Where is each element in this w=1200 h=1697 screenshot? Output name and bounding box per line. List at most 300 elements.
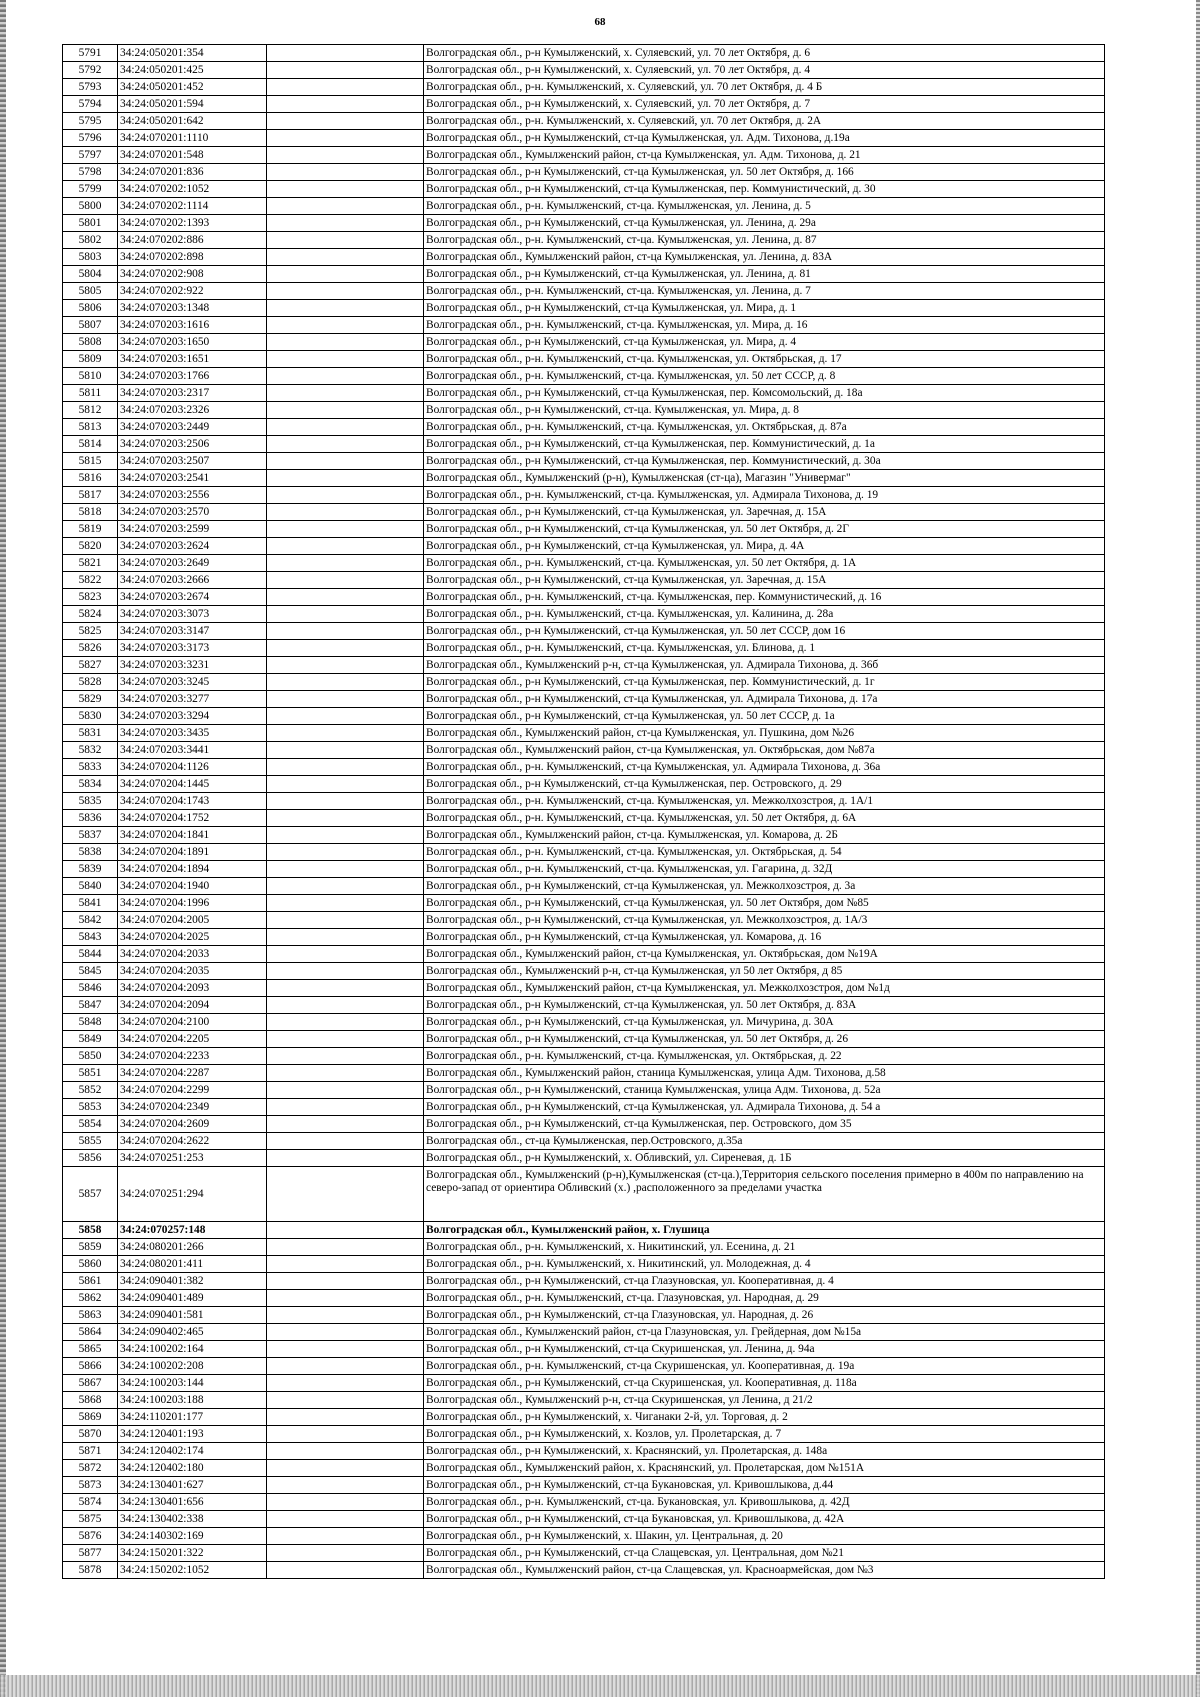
table-row [63,1409,1105,1426]
row-number-cell: 5830 [63,708,118,725]
cadastral-number-cell: 34:24:100203:188 [118,1392,267,1409]
empty-cell [267,589,424,606]
empty-cell [267,1307,424,1324]
table-row [63,657,1105,674]
cadastral-number-cell: 34:24:120401:193 [118,1426,267,1443]
address-cell: Волгоградская обл., р-н Кумылженский, ст-ца Слащевская, ул. Центральная, дом №21 [424,1545,1105,1562]
row-number-cell: 5859 [63,1239,118,1256]
cadastral-number-cell: 34:24:130402:338 [118,1511,267,1528]
address-cell: Волгоградская обл., Кумылженский район, ст-ца Глазуновская, ул. Грейдерная, дом №15а [424,1324,1105,1341]
row-number-cell: 5804 [63,266,118,283]
row-number-cell: 5860 [63,1256,118,1273]
address-cell: Волгоградская обл., р-н Кумылженский, станица Кумылженская, улица Адм. Тихонова, д. 52а [424,1082,1105,1099]
address-cell: Волгоградская обл., р-н Кумылженский, ст-ца Букановская, ул. Кривошлыкова, д.44 [424,1477,1105,1494]
row-number-cell: 5818 [63,504,118,521]
table-row [63,215,1105,232]
row-number-cell: 5864 [63,1324,118,1341]
address-cell: Волгоградская обл., р-н. Кумылженский, х. Суляевский, ул. 70 лет Октября, д. 2А [424,113,1105,130]
table-row [63,266,1105,283]
empty-cell [267,470,424,487]
empty-cell [267,215,424,232]
empty-cell [267,742,424,759]
empty-cell [267,1167,424,1222]
row-number-cell: 5796 [63,130,118,147]
address-cell: Волгоградская обл., р-н Кумылженский, ст-ца Кумылженская, ул. Комарова, д. 16 [424,929,1105,946]
cadastral-number-cell: 34:24:070202:886 [118,232,267,249]
table-row [63,96,1105,113]
empty-cell [267,657,424,674]
table-row [63,1477,1105,1494]
empty-cell [267,232,424,249]
cadastral-number-cell: 34:24:070204:1445 [118,776,267,793]
scan-edge-left [0,0,6,1697]
address-cell: Волгоградская обл., р-н Кумылженский, ст-ца Кумылженская, ул. Ленина, д. 81 [424,266,1105,283]
row-number-cell: 5833 [63,759,118,776]
table-row [63,1099,1105,1116]
empty-cell [267,963,424,980]
empty-cell [267,572,424,589]
row-number-cell: 5844 [63,946,118,963]
row-number-cell: 5849 [63,1031,118,1048]
address-cell: Волгоградская обл., р-н Кумылженский, х. Суляевский, ул. 70 лет Октября, д. 4 [424,62,1105,79]
empty-cell [267,1409,424,1426]
address-cell: Волгоградская обл., р-н Кумылженский, ст-ца. Кумылженская, ул. Мира, д. 8 [424,402,1105,419]
address-cell: Волгоградская обл., Кумылженский р-н, ст-ца Скуришенская, ул Ленина, д 21/2 [424,1392,1105,1409]
empty-cell [267,691,424,708]
row-number-cell: 5792 [63,62,118,79]
row-number-cell: 5807 [63,317,118,334]
address-cell: Волгоградская обл., р-н Кумылженский, ст-ца Кумылженская, ул. 50 лет СССР, дом 16 [424,623,1105,640]
cadastral-number-cell: 34:24:070203:2506 [118,436,267,453]
row-number-cell: 5841 [63,895,118,912]
table-row [63,980,1105,997]
row-number-cell: 5834 [63,776,118,793]
table-row [63,1358,1105,1375]
address-cell: Волгоградская обл., Кумылженский район, х. Глушица [424,1222,1105,1239]
cadastral-number-cell: 34:24:050201:642 [118,113,267,130]
cadastral-number-cell: 34:24:120402:174 [118,1443,267,1460]
address-cell: Волгоградская обл., р-н. Кумылженский, ст-ца. Кумылженская, пер. Коммунистический, д. 16 [424,589,1105,606]
address-cell: Волгоградская обл., р-н. Кумылженский, ст-ца. Кумылженская, ул. Блинова, д. 1 [424,640,1105,657]
row-number-cell: 5858 [63,1222,118,1239]
cadastral-number-cell: 34:24:070203:2326 [118,402,267,419]
cadastral-number-cell: 34:24:070202:898 [118,249,267,266]
empty-cell [267,555,424,572]
cadastral-number-cell: 34:24:070251:294 [118,1167,267,1222]
empty-cell [267,181,424,198]
row-number-cell: 5832 [63,742,118,759]
empty-cell [267,1375,424,1392]
table-row [63,640,1105,657]
cadastral-number-cell: 34:24:080201:411 [118,1256,267,1273]
cadastral-number-cell: 34:24:070204:2622 [118,1133,267,1150]
empty-cell [267,1048,424,1065]
address-cell: Волгоградская обл., р-н Кумылженский, ст-ца Скуришенская, ул. Кооперативная, д. 118а [424,1375,1105,1392]
row-number-cell: 5794 [63,96,118,113]
cadastral-number-cell: 34:24:070203:3277 [118,691,267,708]
table-row [63,810,1105,827]
table-row [63,487,1105,504]
table-row [63,606,1105,623]
cadastral-number-cell: 34:24:070203:3173 [118,640,267,657]
row-number-cell: 5869 [63,1409,118,1426]
cadastral-number-cell: 34:24:070201:836 [118,164,267,181]
table-row [63,538,1105,555]
row-number-cell: 5852 [63,1082,118,1099]
row-number-cell: 5812 [63,402,118,419]
table-row [63,1528,1105,1545]
empty-cell [267,725,424,742]
scan-edge-bottom [0,1675,1200,1697]
address-cell: Волгоградская обл., р-н Кумылженский, ст-ца Кумылженская, ул. Адмирала Тихонова, д. 54 а [424,1099,1105,1116]
address-cell: Волгоградская обл., р-н. Кумылженский, ст-ца. Кумылженская, ул. Октябрьская, д. 17 [424,351,1105,368]
table-row [63,929,1105,946]
cadastral-number-cell: 34:24:070203:2599 [118,521,267,538]
empty-cell [267,1256,424,1273]
table-row [63,1511,1105,1528]
empty-cell [267,759,424,776]
address-cell: Волгоградская обл., р-н. Кумылженский, ст-ца. Кумылженская, ул. Гагарина, д. 32Д [424,861,1105,878]
address-cell: Волгоградская обл., р-н. Кумылженский, ст-ца. Кумылженская, ул. Октябрьская, д. 87а [424,419,1105,436]
address-cell: Волгоградская обл., р-н. Кумылженский, ст-ца. Кумылженская, ул. Мира, д. 16 [424,317,1105,334]
row-number-cell: 5846 [63,980,118,997]
cadastral-number-cell: 34:24:070204:2349 [118,1099,267,1116]
address-cell: Волгоградская обл., р-н Кумылженский, ст-ца Кумылженская, ул. 50 лет Октября, д. 2Г [424,521,1105,538]
table-row [63,963,1105,980]
address-cell: Волгоградская обл., р-н Кумылженский, ст-ца Кумылженская, ул. 50 лет СССР, д. 1а [424,708,1105,725]
empty-cell [267,1116,424,1133]
cadastral-number-cell: 34:24:130401:627 [118,1477,267,1494]
empty-cell [267,1273,424,1290]
cadastral-number-cell: 34:24:070204:2033 [118,946,267,963]
cadastral-number-cell: 34:24:070204:1743 [118,793,267,810]
cadastral-number-cell: 34:24:090401:382 [118,1273,267,1290]
address-cell: Волгоградская обл., р-н. Кумылженский, ст-ца. Глазуновская, ул. Народная, д. 29 [424,1290,1105,1307]
cadastral-number-cell: 34:24:070203:2449 [118,419,267,436]
table-row [63,470,1105,487]
address-cell: Волгоградская обл., р-н. Кумылженский, ст-ца. Кумылженская, ул. Октябрьская, д. 22 [424,1048,1105,1065]
row-number-cell: 5850 [63,1048,118,1065]
row-number-cell: 5835 [63,793,118,810]
row-number-cell: 5878 [63,1562,118,1579]
row-number-cell: 5838 [63,844,118,861]
table-row [63,827,1105,844]
cadastral-number-cell: 34:24:070204:1894 [118,861,267,878]
empty-cell [267,827,424,844]
address-cell: Волгоградская обл., р-н Кумылженский, ст-ца Кумылженская, ул. Заречная, д. 15А [424,572,1105,589]
empty-cell [267,810,424,827]
row-number-cell: 5799 [63,181,118,198]
table-row [63,708,1105,725]
cadastral-number-cell: 34:24:070203:2666 [118,572,267,589]
address-cell: Волгоградская обл., р-н Кумылженский, х. Обливский, ул. Сиреневая, д. 1Б [424,1150,1105,1167]
empty-cell [267,1031,424,1048]
table-row [63,946,1105,963]
address-cell: Волгоградская обл., р-н Кумылженский, х. Краснянский, ул. Пролетарская, д. 148а [424,1443,1105,1460]
property-registry-table [62,44,1105,1579]
empty-cell [267,62,424,79]
empty-cell [267,776,424,793]
empty-cell [267,249,424,266]
empty-cell [267,385,424,402]
table-row [63,1375,1105,1392]
cadastral-number-cell: 34:24:070251:253 [118,1150,267,1167]
row-number-cell: 5808 [63,334,118,351]
table-row [63,742,1105,759]
address-cell: Волгоградская обл., р-н Кумылженский, ст-ца Кумылженская, пер. Коммунистический, д. 1г [424,674,1105,691]
empty-cell [267,929,424,946]
address-cell: Волгоградская обл., Кумылженский район, ст-ца Кумылженская, ул. Межколхозстроя, дом №1д [424,980,1105,997]
empty-cell [267,130,424,147]
address-cell: Волгоградская обл., Кумылженский (р-н),Кумылженская (ст-ца.),Территория сельского поселения примерно в 400м по направлению на северо-запад от ориентира Обливский (х.) ,расположенного за пределами участка [424,1167,1105,1222]
row-number-cell: 5873 [63,1477,118,1494]
empty-cell [267,708,424,725]
address-cell: Волгоградская обл., Кумылженский район, ст-ца Слащевская, ул. Красноармейская, дом №3 [424,1562,1105,1579]
table-row [63,1256,1105,1273]
empty-cell [267,147,424,164]
table-row [63,419,1105,436]
empty-cell [267,1222,424,1239]
table-row [63,725,1105,742]
table-row [63,453,1105,470]
row-number-cell: 5866 [63,1358,118,1375]
cadastral-number-cell: 34:24:070203:2649 [118,555,267,572]
row-number-cell: 5837 [63,827,118,844]
empty-cell [267,1014,424,1031]
row-number-cell: 5870 [63,1426,118,1443]
empty-cell [267,1290,424,1307]
row-number-cell: 5814 [63,436,118,453]
table-row [63,45,1105,62]
row-number-cell: 5854 [63,1116,118,1133]
table-row [63,1133,1105,1150]
row-number-cell: 5872 [63,1460,118,1477]
cadastral-number-cell: 34:24:070201:548 [118,147,267,164]
row-number-cell: 5806 [63,300,118,317]
row-number-cell: 5822 [63,572,118,589]
table-row [63,317,1105,334]
address-cell: Волгоградская обл., р-н Кумылженский, ст-ца Кумылженская, ул. Мира, д. 1 [424,300,1105,317]
table-row [63,997,1105,1014]
address-cell: Волгоградская обл., р-н Кумылженский, ст-ца Кумылженская, ул. Заречная, д. 15А [424,504,1105,521]
cadastral-number-cell: 34:24:070203:2624 [118,538,267,555]
table-row [63,589,1105,606]
empty-cell [267,453,424,470]
cadastral-number-cell: 34:24:070203:1650 [118,334,267,351]
row-number-cell: 5843 [63,929,118,946]
cadastral-number-cell: 34:24:070204:1891 [118,844,267,861]
cadastral-number-cell: 34:24:050201:452 [118,79,267,96]
table-row [63,300,1105,317]
row-number-cell: 5798 [63,164,118,181]
row-number-cell: 5797 [63,147,118,164]
table-row [63,912,1105,929]
empty-cell [267,1341,424,1358]
empty-cell [267,334,424,351]
row-number-cell: 5853 [63,1099,118,1116]
cadastral-number-cell: 34:24:070203:2541 [118,470,267,487]
empty-cell [267,266,424,283]
empty-cell [267,1494,424,1511]
cadastral-number-cell: 34:24:050201:425 [118,62,267,79]
page-number: 68 [594,16,606,28]
table-row [63,776,1105,793]
address-cell: Волгоградская обл., р-н Кумылженский, х. Суляевский, ул. 70 лет Октября, д. 6 [424,45,1105,62]
table-row [63,1307,1105,1324]
row-number-cell: 5875 [63,1511,118,1528]
row-number-cell: 5823 [63,589,118,606]
address-cell: Волгоградская обл., р-н Кумылженский, ст-ца Глазуновская, ул. Кооперативная, д. 4 [424,1273,1105,1290]
row-number-cell: 5848 [63,1014,118,1031]
table-row [63,1065,1105,1082]
address-cell: Волгоградская обл., р-н Кумылженский, ст-ца Кумылженская, ул. Межколхозстроя, д. 1А/3 [424,912,1105,929]
row-number-cell: 5877 [63,1545,118,1562]
table-row [63,147,1105,164]
address-cell: Волгоградская обл., р-н Кумылженский, ст-ца Кумылженская, ул. 50 лет Октября, д. 166 [424,164,1105,181]
table-row [63,79,1105,96]
cadastral-number-cell: 34:24:070202:1114 [118,198,267,215]
cadastral-number-cell: 34:24:070203:3231 [118,657,267,674]
cadastral-number-cell: 34:24:070204:2299 [118,1082,267,1099]
cadastral-number-cell: 34:24:070204:2035 [118,963,267,980]
address-cell: Волгоградская обл., р-н Кумылженский, ст-ца Кумылженская, пер. Комсомольский, д. 18а [424,385,1105,402]
row-number-cell: 5800 [63,198,118,215]
address-cell: Волгоградская обл., р-н Кумылженский, ст-ца Скуришенская, ул. Ленина, д. 94а [424,1341,1105,1358]
table-row [63,1014,1105,1031]
cadastral-number-cell: 34:24:070203:3147 [118,623,267,640]
row-number-cell: 5793 [63,79,118,96]
address-cell: Волгоградская обл., р-н Кумылженский, х. Козлов, ул. Пролетарская, д. 7 [424,1426,1105,1443]
empty-cell [267,419,424,436]
row-number-cell: 5874 [63,1494,118,1511]
empty-cell [267,283,424,300]
empty-cell [267,1460,424,1477]
empty-cell [267,1239,424,1256]
address-cell: Волгоградская обл., р-н. Кумылженский, х. Никитинский, ул. Есенина, д. 21 [424,1239,1105,1256]
address-cell: Волгоградская обл., р-н Кумылженский, ст-ца Кумылженская, пер. Коммунистический, д. 30а [424,453,1105,470]
empty-cell [267,640,424,657]
table-row [63,62,1105,79]
address-cell: Волгоградская обл., Кумылженский район, ст-ца Кумылженская, ул. Октябрьская, дом №19А [424,946,1105,963]
address-cell: Волгоградская обл., р-н Кумылженский, ст-ца Кумылженская, пер. Островского, дом 35 [424,1116,1105,1133]
empty-cell [267,1133,424,1150]
row-number-cell: 5795 [63,113,118,130]
empty-cell [267,300,424,317]
empty-cell [267,623,424,640]
empty-cell [267,1099,424,1116]
address-cell: Волгоградская обл., р-н. Кумылженский, ст-ца. Кумылженская, ул. Ленина, д. 7 [424,283,1105,300]
table-row [63,334,1105,351]
address-cell: Волгоградская обл., р-н Кумылженский, ст-ца Букановская, ул. Кривошлыкова, д. 42А [424,1511,1105,1528]
cadastral-number-cell: 34:24:100202:208 [118,1358,267,1375]
row-number-cell: 5817 [63,487,118,504]
address-cell: Волгоградская обл., р-н. Кумылженский, ст-ца. Кумылженская, ул. 50 лет СССР, д. 8 [424,368,1105,385]
cadastral-number-cell: 34:24:070204:1841 [118,827,267,844]
row-number-cell: 5825 [63,623,118,640]
cadastral-number-cell: 34:24:070203:2674 [118,589,267,606]
row-number-cell: 5815 [63,453,118,470]
empty-cell [267,113,424,130]
address-cell: Волгоградская обл., р-н Кумылженский, ст-ца Кумылженская, пер. Островского, д. 29 [424,776,1105,793]
address-cell: Волгоградская обл., р-н. Кумылженский, ст-ца Скуришенская, ул. Кооперативная, д. 19а [424,1358,1105,1375]
empty-cell [267,1545,424,1562]
empty-cell [267,1082,424,1099]
address-cell: Волгоградская обл., р-н. Кумылженский, ст-ца. Кумылженская, ул. Калинина, д. 28а [424,606,1105,623]
cadastral-number-cell: 34:24:070203:3441 [118,742,267,759]
table-row [63,1426,1105,1443]
table-row [63,572,1105,589]
address-cell: Волгоградская обл., р-н. Кумылженский, ст-ца. Кумылженская, ул. 50 лет Октября, д. 1А [424,555,1105,572]
table-row [63,504,1105,521]
address-cell: Волгоградская обл., Кумылженский р-н, ст-ца Кумылженская, ул 50 лет Октября, д 85 [424,963,1105,980]
empty-cell [267,79,424,96]
row-number-cell: 5828 [63,674,118,691]
address-cell: Волгоградская обл., р-н. Кумылженский, ст-ца. Кумылженская, ул. Межколхозстроя, д. 1А/1 [424,793,1105,810]
empty-cell [267,946,424,963]
row-number-cell: 5862 [63,1290,118,1307]
address-cell: Волгоградская обл., р-н Кумылженский, ст-ца Кумылженская, пер. Коммунистический, д. 30 [424,181,1105,198]
row-number-cell: 5871 [63,1443,118,1460]
table-row [63,1392,1105,1409]
address-cell: Волгоградская обл., Кумылженский район, ст-ца Кумылженская, ул. Пушкина, дом №26 [424,725,1105,742]
cadastral-number-cell: 34:24:070204:1126 [118,759,267,776]
empty-cell [267,1477,424,1494]
cadastral-number-cell: 34:24:070204:2100 [118,1014,267,1031]
row-number-cell: 5813 [63,419,118,436]
table-row [63,130,1105,147]
cadastral-number-cell: 34:24:070203:3435 [118,725,267,742]
cadastral-number-cell: 34:24:070203:2570 [118,504,267,521]
row-number-cell: 5829 [63,691,118,708]
empty-cell [267,793,424,810]
cadastral-number-cell: 34:24:120402:180 [118,1460,267,1477]
table-row [63,1273,1105,1290]
cadastral-number-cell: 34:24:110201:177 [118,1409,267,1426]
cadastral-number-cell: 34:24:070204:2287 [118,1065,267,1082]
table-row [63,521,1105,538]
cadastral-number-cell: 34:24:090401:581 [118,1307,267,1324]
empty-cell [267,436,424,453]
empty-cell [267,487,424,504]
address-cell: Волгоградская обл., Кумылженский район, ст-ца Кумылженская, ул. Октябрьская, дом №87а [424,742,1105,759]
cadastral-number-cell: 34:24:080201:266 [118,1239,267,1256]
row-number-cell: 5867 [63,1375,118,1392]
cadastral-number-cell: 34:24:070204:1996 [118,895,267,912]
table-row [63,895,1105,912]
table-row [63,555,1105,572]
empty-cell [267,1511,424,1528]
table-row [63,232,1105,249]
row-number-cell: 5809 [63,351,118,368]
address-cell: Волгоградская обл., р-н Кумылженский, ст-ца Кумылженская, ул. Мира, д. 4 [424,334,1105,351]
cadastral-number-cell: 34:24:070202:1052 [118,181,267,198]
cadastral-number-cell: 34:24:070203:3073 [118,606,267,623]
table-row [63,844,1105,861]
empty-cell [267,1150,424,1167]
empty-cell [267,895,424,912]
row-number-cell: 5801 [63,215,118,232]
row-number-cell: 5820 [63,538,118,555]
empty-cell [267,198,424,215]
row-number-cell: 5803 [63,249,118,266]
table-row [63,1082,1105,1099]
address-cell: Волгоградская обл., р-н. Кумылженский, ст-ца. Кумылженская, ул. Ленина, д. 87 [424,232,1105,249]
empty-cell [267,317,424,334]
table-row [63,691,1105,708]
empty-cell [267,1324,424,1341]
empty-cell [267,164,424,181]
empty-cell [267,402,424,419]
